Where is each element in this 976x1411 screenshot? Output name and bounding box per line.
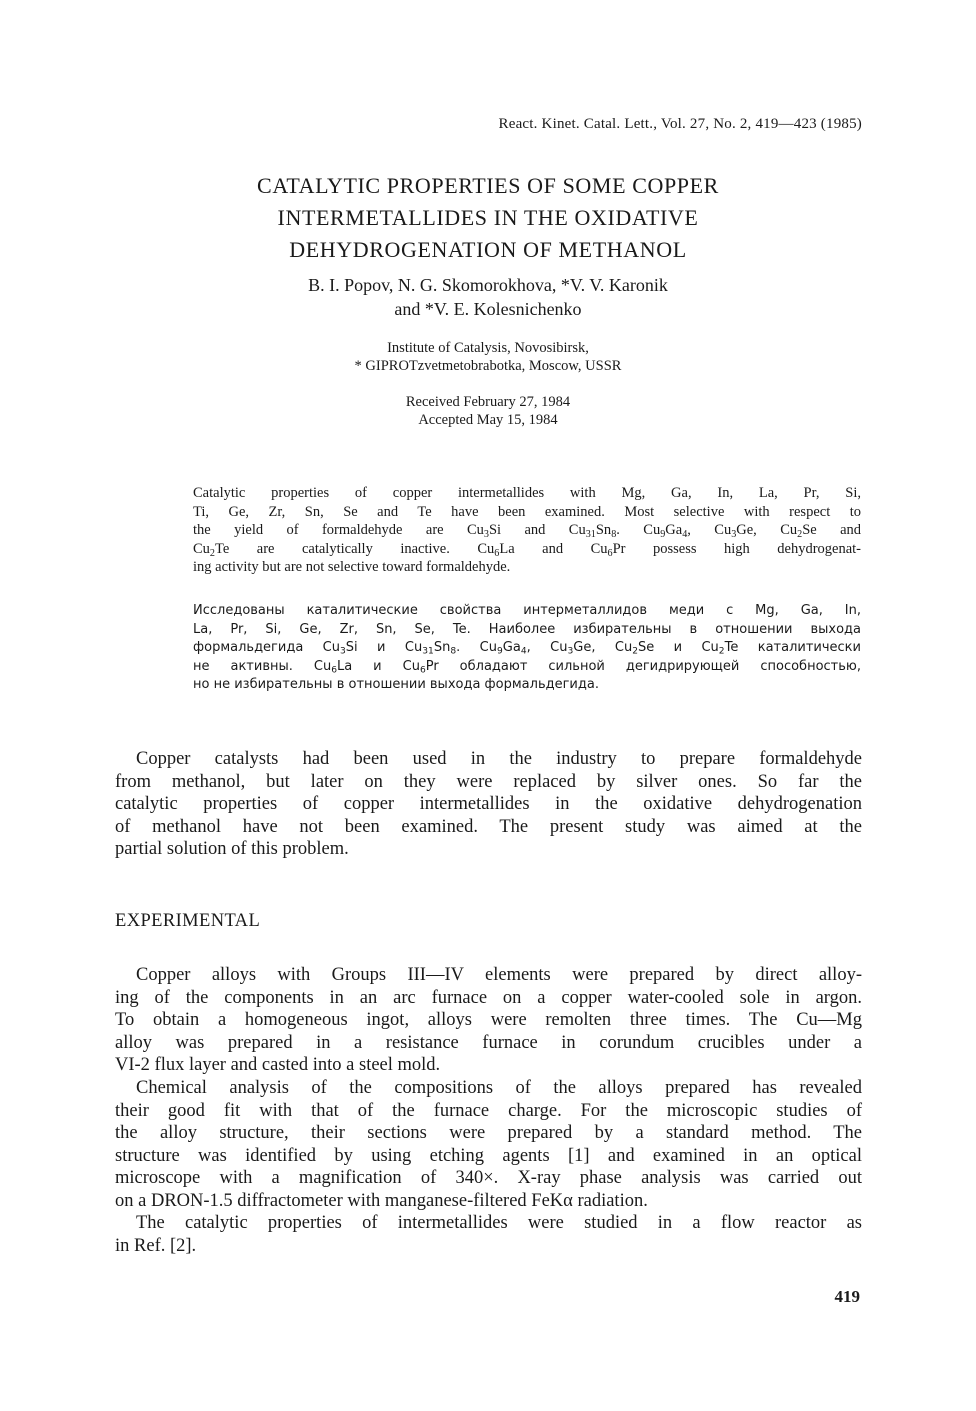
accepted-date: Accepted May 15, 1984 <box>418 412 558 428</box>
abstract-russian <box>193 602 861 695</box>
experimental-paragraph-2 <box>115 1077 862 1212</box>
abstract-line: La, Pr, Si, Ge, Zr, Sn, Se, Te. Наиболее избирательны в отношении выхода <box>193 621 861 637</box>
abstract-line: ing activity but are not selective toward formaldehyde. <box>193 559 511 575</box>
authors-line: and *V. E. Kolesnichenko <box>394 299 582 319</box>
abstract-english <box>193 484 861 577</box>
introduction-paragraph <box>115 748 862 861</box>
body-line: To obtain a homogeneous ingot, alloys were remolten three times. The Cu—Mg <box>115 1010 862 1030</box>
paper-title <box>150 170 826 266</box>
abstract-line: the yield of formaldehyde are $Cu_3Si$ and $Cu_{31}Sn_8$. $Cu_9Ga_4$, $Cu_3Ge$, $Cu_2Se$ and <box>193 522 862 541</box>
affiliation-line: Institute of Catalysis, Novosibirsk, <box>387 340 589 356</box>
body-line: Copper alloys with Groups III—IV elements were prepared by direct alloy- <box>136 965 862 985</box>
abstract-line: не активны. $Cu_6La$ и $Cu_6Pr$ обладают сильной дегидрирующей способностью, <box>193 658 861 676</box>
title-line: INTERMETALLIDES IN THE OXIDATIVE <box>277 205 699 230</box>
abstract-line: Ti, Ge, Zr, Sn, Se and Te have been examined. Most selective with respect to <box>193 503 861 520</box>
body-line: catalytic properties of copper intermetallides in the oxidative dehydrogenation <box>115 794 862 814</box>
body-line: Copper catalysts had been used in the industry to prepare formaldehyde <box>136 749 862 769</box>
body-line: alloy was prepared in a resistance furnace in corundum crucibles under a <box>115 1032 862 1053</box>
experimental-paragraph-1 <box>115 964 862 1077</box>
body-line: from methanol, but later on they were replaced by silver ones. So far the <box>115 771 862 792</box>
body-line: on a DRON-1.5 diffractometer with manganese-filtered FeKα radiation. <box>115 1190 648 1211</box>
title-line: CATALYTIC PROPERTIES OF SOME COPPER <box>257 173 719 198</box>
authors-line: B. I. Popov, N. G. Skomorokhova, *V. V. Karonik <box>308 275 668 295</box>
received-date: Received February 27, 1984 <box>405 394 571 410</box>
author-list <box>150 273 826 321</box>
body-line: the alloy structure, their sections were prepared by a standard method. The <box>115 1123 862 1143</box>
body-line: partial solution of this problem. <box>115 839 349 859</box>
section-heading-experimental: EXPERIMENTAL <box>115 911 261 931</box>
page-number: 419 <box>834 1287 860 1306</box>
journal-citation: React. Kinet. Catal. Lett., Vol. 27, No. 2, 419—423 (1985) <box>498 116 862 132</box>
body-line: VI-2 flux layer and casted into a steel mold. <box>115 1055 441 1075</box>
abstract-line: Исследованы каталитические свойства интерметаллидов меди с Mg, Ga, In, <box>193 603 861 618</box>
abstract-line: $Cu_2Te$ are catalytically inactive. $Cu_6La$ and $Cu_6Pr$ possess high dehydrogenat- <box>193 540 862 559</box>
affiliation-line: * GIPROTzvetmetobrabotka, Moscow, USSR <box>354 358 622 374</box>
body-line: Chemical analysis of the compositions of the alloys prepared has revealed <box>136 1078 862 1098</box>
abstract-line: формальдегида $Cu_3Si$ и $Cu_{31}Sn_8$. $Cu_9Ga_4$, $Cu_3Ge$, $Cu_2Se$ и $Cu_2Te$ каталитически <box>193 640 861 657</box>
body-line: their good fit with that of the furnace charge. For the microscopic studies of <box>115 1100 862 1121</box>
body-line: in Ref. [2]. <box>115 1235 197 1256</box>
body-line: ing of the components in an arc furnace on a copper water-cooled sole in argon. <box>115 987 862 1008</box>
title-line: DEHYDROGENATION OF METHANOL <box>289 237 687 262</box>
submission-dates <box>150 393 826 429</box>
abstract-line: но не избирательны в отношении выхода формальдегида. <box>193 677 599 692</box>
body-line: structure was identified by using etching agents [1] and examined in an optical <box>115 1145 862 1166</box>
body-line: The catalytic properties of intermetallides were studied in a flow reactor as <box>136 1213 862 1233</box>
affiliations <box>150 339 826 375</box>
body-line: of methanol have not been examined. The present study was aimed at the <box>115 816 862 837</box>
experimental-paragraph-3 <box>115 1212 862 1257</box>
abstract-line: Catalytic properties of copper intermetallides with Mg, Ga, In, La, Pr, Si, <box>193 485 861 501</box>
body-line: microscope with a magnification of 340×. X-ray phase analysis was carried out <box>115 1168 862 1188</box>
